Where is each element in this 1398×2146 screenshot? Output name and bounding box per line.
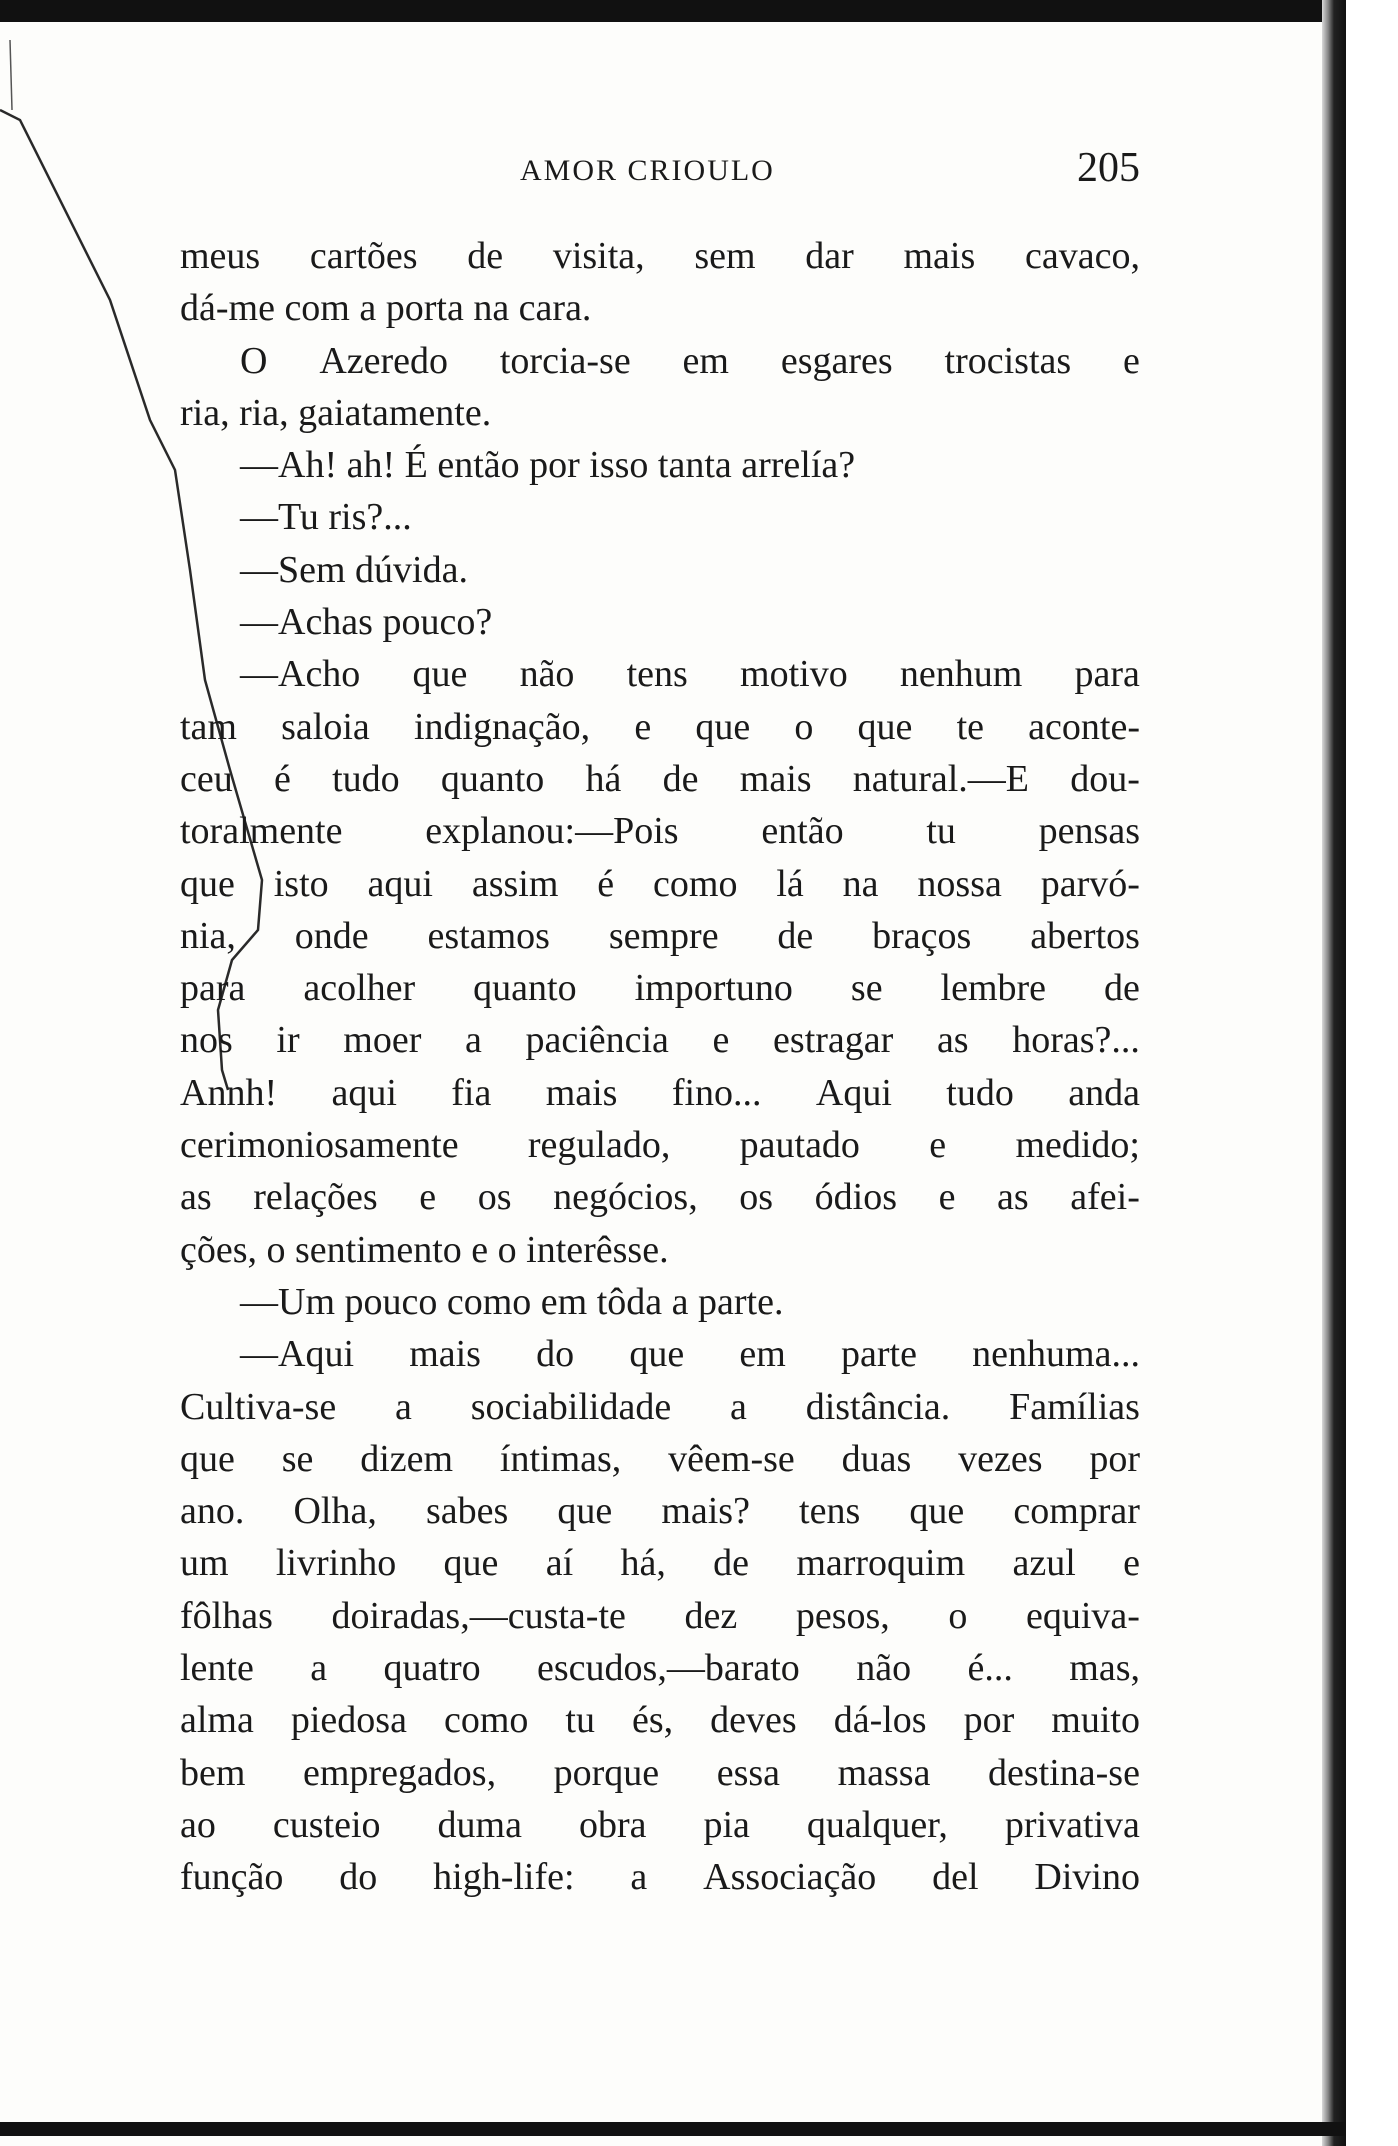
text-line <box>180 1485 1140 1537</box>
word: é <box>273 757 291 800</box>
word: é... <box>967 1647 1013 1690</box>
word: isto <box>273 862 329 905</box>
word: abertos <box>1030 914 1140 957</box>
word: dou- <box>1070 757 1140 800</box>
word: empregados, <box>302 1751 497 1794</box>
scan-right-border <box>1322 0 1346 2146</box>
word: pautado <box>739 1124 860 1167</box>
word: mais <box>903 235 976 277</box>
word: que <box>857 705 913 748</box>
word: aconte- <box>1028 705 1140 748</box>
word: de <box>467 235 504 277</box>
word: cavaco, <box>1024 235 1140 277</box>
word: mas, <box>1069 1647 1140 1690</box>
scan-bottom-border <box>0 2122 1346 2136</box>
page-header <box>180 145 1140 198</box>
word: pia <box>703 1803 750 1846</box>
word: cerimoniosamente <box>180 1124 459 1167</box>
word: livrinho <box>275 1542 397 1585</box>
word: tudo <box>332 757 400 800</box>
text-line <box>180 1067 1140 1119</box>
word: toralmente <box>180 810 343 853</box>
word: mais? <box>661 1490 750 1533</box>
text-line <box>180 1851 1140 1903</box>
word: e <box>419 1176 437 1219</box>
word: essa <box>716 1751 781 1794</box>
text-line <box>180 1747 1140 1799</box>
word: assim <box>471 862 559 905</box>
word: acolher <box>303 967 416 1010</box>
word: e <box>1123 1542 1140 1585</box>
text-line <box>180 335 1140 387</box>
word: O <box>240 339 268 382</box>
word: as <box>180 1176 212 1219</box>
word: que <box>443 1542 499 1585</box>
word: parte <box>841 1333 917 1376</box>
text-line <box>180 1328 1140 1380</box>
text-line: —Sem dúvida. <box>240 548 468 591</box>
word: fia <box>451 1071 492 1114</box>
running-title: AMOR CRIOULO <box>520 154 775 187</box>
word: distância. <box>805 1385 951 1428</box>
word: a <box>464 1019 482 1062</box>
word: aqui <box>367 862 433 905</box>
word: não <box>856 1647 912 1690</box>
word: destina-se <box>988 1751 1140 1794</box>
word: sociabilidade <box>470 1385 672 1428</box>
word: fôlhas <box>180 1594 273 1637</box>
word: Azeredo <box>319 339 449 382</box>
word: os <box>477 1176 512 1219</box>
word: de <box>777 914 814 957</box>
word: o <box>794 705 814 748</box>
word: íntimas, <box>499 1437 622 1480</box>
text-line: —Achas pouco? <box>240 601 493 644</box>
word: e <box>712 1019 730 1062</box>
word: por <box>1089 1437 1140 1480</box>
word: parvó- <box>1040 862 1140 905</box>
word: equiva- <box>1026 1594 1140 1637</box>
word: motivo <box>740 653 848 696</box>
text-line: dá-me com a porta na cara. <box>180 287 592 330</box>
word: a <box>310 1647 328 1690</box>
word: braços <box>872 914 972 957</box>
word: natural.—E <box>852 757 1029 800</box>
word: na <box>842 862 879 905</box>
word: a <box>730 1385 747 1428</box>
word: porque <box>553 1751 660 1794</box>
word: em <box>739 1333 786 1376</box>
word: estragar <box>773 1019 894 1062</box>
word: pensas <box>1038 810 1140 853</box>
word: a <box>395 1385 412 1428</box>
word: então <box>761 810 844 853</box>
word: doiradas,—custa-te <box>331 1594 626 1637</box>
word: massa <box>837 1751 931 1794</box>
text-line <box>180 858 1140 910</box>
text-line <box>180 1799 1140 1851</box>
text-line: —Ah! ah! É então por isso tanta arrelía? <box>240 444 856 487</box>
word: horas?... <box>1012 1019 1140 1062</box>
text-line <box>180 805 1140 857</box>
word: ódios <box>814 1176 897 1219</box>
word: mais <box>739 757 812 800</box>
word: nenhum <box>899 653 1023 696</box>
word: dá-los <box>833 1699 927 1742</box>
text-line: ções, o sentimento e o interêsse. <box>180 1228 669 1271</box>
word: de <box>713 1542 750 1585</box>
text-line: —Tu ris?... <box>240 496 412 539</box>
word: —Acho <box>240 653 361 696</box>
word: função <box>180 1856 284 1899</box>
word: mais <box>409 1333 481 1376</box>
page-number: 205 <box>1077 145 1140 191</box>
text-line <box>180 753 1140 805</box>
word: mais <box>545 1071 618 1114</box>
word: trocistas <box>944 339 1072 382</box>
word: há <box>585 757 622 800</box>
word: marroquim <box>796 1542 966 1585</box>
word: nossa <box>917 862 1002 905</box>
word: privativa <box>1004 1803 1140 1846</box>
word: e <box>938 1176 956 1219</box>
word: um <box>180 1542 229 1585</box>
word: duma <box>437 1803 522 1846</box>
word: vêem-se <box>668 1437 795 1480</box>
word: estamos <box>427 914 550 957</box>
word: moer <box>343 1019 422 1062</box>
word: o <box>948 1594 968 1637</box>
word: vezes <box>958 1437 1043 1480</box>
word: do <box>339 1856 378 1899</box>
word: não <box>519 653 575 696</box>
word: é <box>597 862 615 905</box>
word: nenhuma... <box>972 1333 1140 1376</box>
word: tu <box>565 1699 595 1742</box>
word: em <box>682 339 729 382</box>
word: Cultiva-se <box>180 1385 337 1428</box>
text-line <box>180 1433 1140 1485</box>
word: duas <box>841 1437 912 1480</box>
word: indignação, <box>413 705 591 748</box>
text-line <box>180 648 1140 700</box>
word: por <box>963 1699 1015 1742</box>
word: medido; <box>1015 1124 1140 1167</box>
word: Associação <box>703 1856 877 1899</box>
word: tu <box>926 810 956 853</box>
word: negócios, <box>553 1176 698 1219</box>
word: fino... <box>671 1071 762 1114</box>
word: que <box>180 1437 235 1480</box>
word: escudos,—barato <box>537 1647 800 1690</box>
word: do <box>536 1333 575 1376</box>
word: tens <box>626 653 688 696</box>
word: aí <box>545 1542 574 1585</box>
word: há, <box>620 1542 666 1585</box>
word: anda <box>1068 1071 1140 1114</box>
word: —Aqui <box>240 1333 354 1376</box>
text-line: ria, ria, gaiatamente. <box>180 391 492 434</box>
word: custeio <box>272 1803 381 1846</box>
word: esgares <box>780 339 893 382</box>
word: saloia <box>281 705 370 748</box>
word: as <box>936 1019 969 1062</box>
text-line <box>180 1381 1140 1433</box>
word: Aqui <box>815 1071 892 1114</box>
word: regulado, <box>527 1124 671 1167</box>
word: meus <box>180 235 261 277</box>
word: qualquer, <box>806 1803 948 1846</box>
word: lembre <box>940 967 1047 1010</box>
word: azul <box>1012 1542 1076 1585</box>
word: que <box>695 705 751 748</box>
word: para <box>1074 653 1140 696</box>
word: high-life: <box>433 1856 575 1899</box>
word: de <box>1104 967 1140 1010</box>
word: e <box>929 1124 947 1167</box>
word: muito <box>1051 1699 1140 1742</box>
text-line <box>180 701 1140 753</box>
word: pesos, <box>795 1594 890 1637</box>
word: que <box>180 862 235 905</box>
word: afei- <box>1070 1176 1140 1219</box>
word: alma <box>180 1699 254 1742</box>
word: se <box>281 1437 314 1480</box>
text-line <box>180 1642 1140 1694</box>
word: onde <box>294 914 369 957</box>
word: cartões <box>309 235 418 277</box>
word: de <box>662 757 699 800</box>
word: lente <box>180 1647 254 1690</box>
word: Olha, <box>293 1490 377 1533</box>
body-text <box>180 230 1140 1904</box>
word: e <box>1123 339 1140 382</box>
word: torcia-se <box>499 339 631 382</box>
word: as <box>997 1176 1029 1219</box>
word: visita, <box>552 235 645 277</box>
word: que <box>412 653 468 696</box>
text-line <box>180 1694 1140 1746</box>
word: nos <box>180 1019 233 1062</box>
word: como <box>653 862 738 905</box>
word: dizem <box>360 1437 454 1480</box>
word: relações <box>253 1176 378 1219</box>
text-line <box>180 1171 1140 1223</box>
word: para <box>180 967 246 1010</box>
word: del <box>932 1856 979 1899</box>
word: como <box>443 1699 529 1742</box>
text-line <box>180 962 1140 1014</box>
word: ao <box>180 1803 216 1846</box>
word: Divino <box>1034 1856 1140 1899</box>
text-line <box>180 1537 1140 1589</box>
word: te <box>956 705 984 748</box>
scan-top-border <box>0 0 1345 22</box>
text-line: —Um pouco como em tôda a parte. <box>240 1280 784 1323</box>
word: ano. <box>180 1490 245 1533</box>
scan-right-margin <box>1346 0 1398 2146</box>
word: quatro <box>383 1647 481 1690</box>
word: piedosa <box>290 1699 407 1742</box>
text-line <box>180 1590 1140 1642</box>
word: lá <box>776 862 804 905</box>
word: sem <box>694 235 756 277</box>
word: obra <box>578 1803 647 1846</box>
word: tens <box>799 1490 861 1533</box>
word: importuno <box>634 967 793 1010</box>
word: sabes <box>425 1490 509 1533</box>
word: tam <box>180 705 237 748</box>
word: ceu <box>180 757 233 800</box>
word: Annh! <box>180 1071 278 1114</box>
word: bem <box>180 1751 246 1794</box>
word: que <box>629 1333 685 1376</box>
text-line <box>180 230 1140 282</box>
word: tudo <box>946 1071 1014 1114</box>
word: os <box>739 1176 774 1219</box>
text-line <box>180 1119 1140 1171</box>
word: sempre <box>608 914 719 957</box>
text-line <box>180 910 1140 962</box>
word: se <box>850 967 883 1010</box>
word: a <box>630 1856 648 1899</box>
word: dez <box>684 1594 738 1637</box>
word: e <box>634 705 652 748</box>
word: paciência <box>525 1019 669 1062</box>
word: comprar <box>1013 1490 1140 1533</box>
word: explanou:—Pois <box>425 810 679 853</box>
word: deves <box>710 1699 797 1742</box>
word: que <box>557 1490 613 1533</box>
word: dar <box>805 235 854 277</box>
word: que <box>909 1490 965 1533</box>
text-line <box>180 1014 1140 1066</box>
word: és, <box>632 1699 674 1742</box>
word: ir <box>276 1019 300 1062</box>
word: aqui <box>331 1071 397 1114</box>
word: quanto <box>440 757 545 800</box>
word: nia, <box>180 914 236 957</box>
word: quanto <box>473 967 577 1010</box>
word: Famílias <box>1009 1385 1140 1428</box>
